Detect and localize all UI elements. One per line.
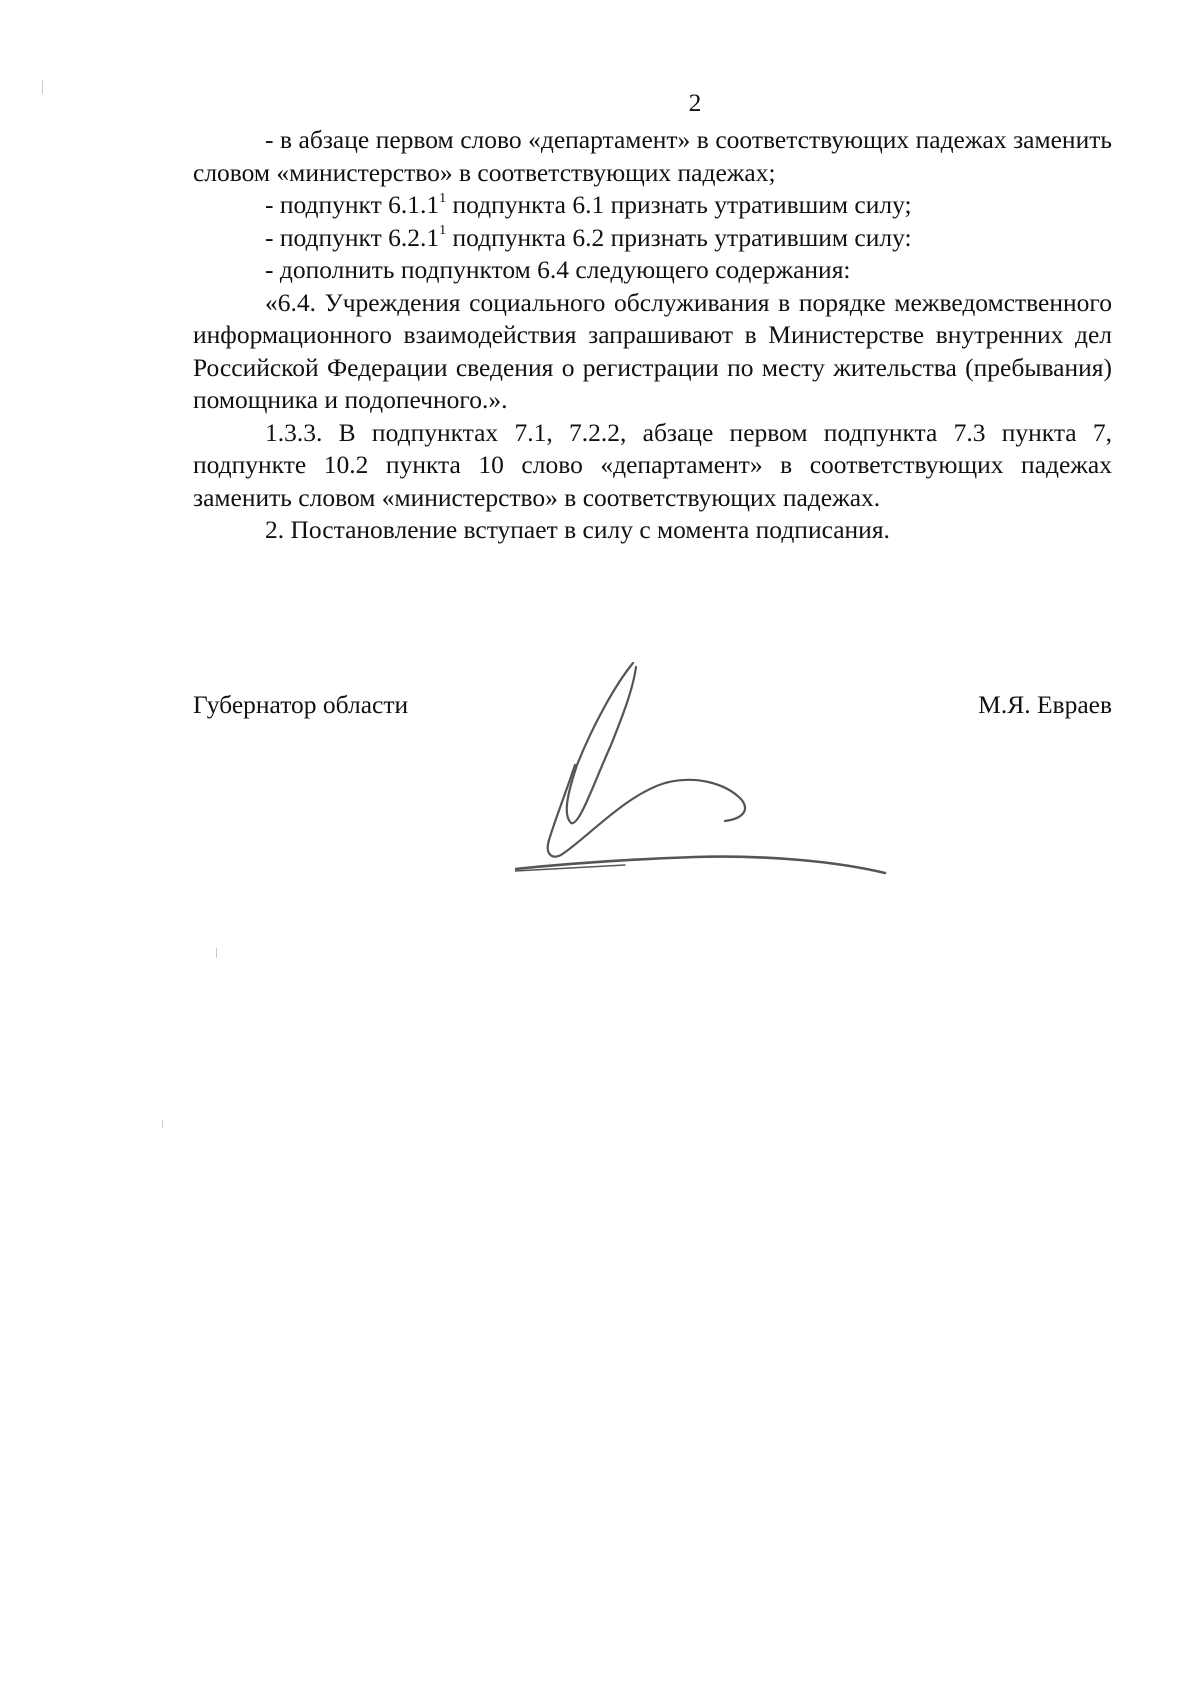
paragraph-subpoint-6-4-content: «6.4. Учреждения социального обслуживания в порядке межведомственного информационного взаимодействия запрашивают в Министерстве внутренних дел Российской Федерации сведения о регистрации по месту жительства (пребывания) помощника и подопечного.». <box>193 287 1112 414</box>
superscript-marker: 1 <box>439 190 447 206</box>
document-body <box>193 124 1112 547</box>
paragraph-subpoint-6-2-1 <box>193 222 1112 255</box>
paragraph-replace-department: - в абзаце первом слово «департамент» в соответствующих падежах заменить словом «министерство» в соответствующих падежах; <box>193 125 1112 187</box>
signature-underline <box>515 857 885 873</box>
paragraph-subpoint-6-1-1 <box>193 189 1112 222</box>
paragraph-effective-date: 2. Постановление вступает в силу с момента подписания. <box>265 515 890 544</box>
scan-artifact <box>42 80 43 94</box>
signature-stem <box>548 765 745 857</box>
paragraph-subpoint-6-1-1-rest: подпункта 6.1 признать утратившим силу; <box>446 190 912 219</box>
signature-loop <box>567 663 636 823</box>
scan-artifact <box>216 948 217 958</box>
paragraph-subpoint-6-1-1-text: - подпункт 6.1.1 <box>265 190 440 219</box>
paragraph-add-subpoint-6-4: - дополнить подпунктом 6.4 следующего содержания: <box>265 255 851 284</box>
paragraph-subpoint-6-2-1-text: - подпункт 6.2.1 <box>265 222 440 252</box>
handwritten-signature <box>515 655 920 885</box>
signer-position: Губернатор области <box>193 690 409 719</box>
paragraph-subpoint-6-2-1-rest: подпункта 6.2 признать утратившим силу: <box>446 222 912 252</box>
signer-name: М.Я. Евраев <box>978 690 1112 719</box>
scan-artifact <box>162 1120 163 1128</box>
paragraph-1-3-3: 1.3.3. В подпунктах 7.1, 7.2.2, абзаце первом подпункта 7.3 пункта 7, подпункте 10.2 пункта 10 слово «департамент» в соответствующих падежах заменить словом «министерство» в соответствующих падежах. <box>193 417 1112 512</box>
page-number: 2 <box>688 88 702 117</box>
superscript-marker: 1 <box>439 223 447 238</box>
